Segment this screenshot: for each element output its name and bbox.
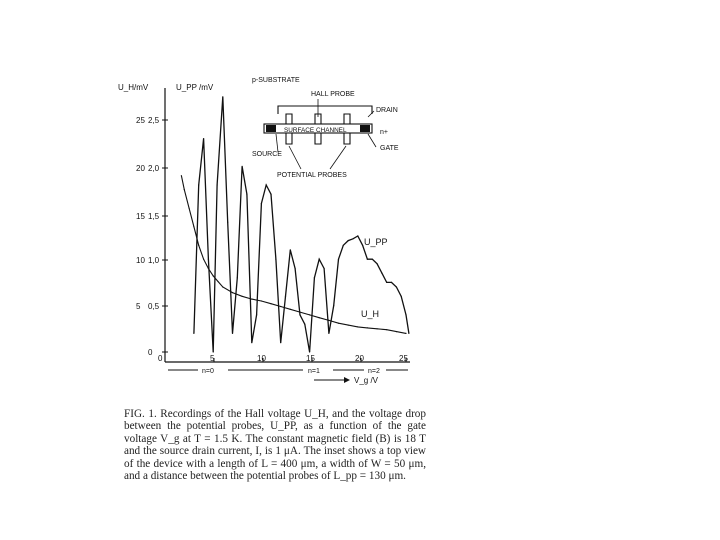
series-point-upp	[396, 286, 397, 287]
x-tick-label: 15	[306, 354, 315, 363]
yaxis-hall-label: U_H/mV	[118, 83, 149, 92]
series-point-upp	[324, 268, 325, 269]
y-tick-pp: 0,5	[148, 302, 160, 311]
yaxis-pp-label: U_PP /mV	[176, 83, 214, 92]
series-point-upp	[391, 282, 392, 283]
inset-source-label: SOURCE	[252, 151, 282, 158]
series-point-upp	[309, 351, 310, 352]
series-point-uh	[319, 317, 320, 318]
series-point-upp	[408, 333, 409, 334]
y-tick	[136, 256, 168, 265]
series-point-upp	[290, 249, 291, 250]
series-point-upp	[237, 277, 238, 278]
series-point-upp	[377, 263, 378, 264]
series-point-uh	[203, 259, 204, 260]
y-tick	[136, 302, 168, 311]
series-point-upp	[295, 268, 296, 269]
series-point-uh	[208, 268, 209, 269]
series-point-upp	[352, 238, 353, 239]
series-point-uh	[193, 226, 194, 227]
region-markers	[168, 368, 408, 375]
y-tick	[136, 164, 168, 173]
y-tick-pp: 1,0	[148, 256, 160, 265]
series-point-upp	[203, 138, 204, 139]
series-point-uh	[386, 329, 387, 330]
series-point-upp	[246, 194, 247, 195]
series-point-upp	[198, 184, 199, 185]
series-point-uh	[357, 326, 358, 327]
series-point-upp	[299, 314, 300, 315]
series-point-upp	[343, 245, 344, 246]
series-point-upp	[232, 333, 233, 334]
y-tick-pp: 2,0	[148, 164, 160, 173]
y-tick-pp: 2,5	[148, 116, 160, 125]
xaxis-arrowhead	[344, 377, 350, 383]
series-point-uh	[189, 208, 190, 209]
x-tick-label: 0	[158, 354, 163, 363]
series-point-upp	[270, 194, 271, 195]
y-tick-pp: 1,5	[148, 212, 160, 221]
series-point-upp	[348, 240, 349, 241]
y-ticks	[136, 116, 168, 357]
curve-label-uh: U_H	[361, 309, 380, 319]
series-point-uh	[181, 175, 182, 176]
curve-label-upp: U_PP	[364, 237, 388, 247]
series-point-upp	[256, 314, 257, 315]
series-point-uh	[377, 328, 378, 329]
region-label-n1: n=1	[308, 368, 320, 375]
region-label-n2: n=2	[368, 368, 380, 375]
y-tick-pp: 0	[148, 348, 153, 357]
y-tick-hall: 15	[136, 212, 145, 221]
series-point-upp	[314, 277, 315, 278]
series-point-upp	[251, 342, 252, 343]
series-point-uh	[348, 325, 349, 326]
series-point-upp	[213, 351, 214, 352]
y-tick-hall: 10	[136, 256, 145, 265]
inset-source-contact	[266, 125, 276, 132]
series-point-upp	[401, 296, 402, 297]
inset-drain-label: DRAIN	[376, 107, 398, 114]
series-point-upp	[261, 203, 262, 204]
figure	[118, 62, 428, 394]
x-tick-label: 25	[399, 354, 408, 363]
series-point-uh	[270, 303, 271, 304]
series-point-uh	[222, 286, 223, 287]
series-point-uh	[338, 323, 339, 324]
series-point-uh	[251, 299, 252, 300]
xaxis-label: V_g /V	[354, 376, 379, 385]
inset-gate-label: GATE	[380, 145, 399, 152]
series-point-uh	[328, 320, 329, 321]
y-tick-hall: 20	[136, 164, 145, 173]
inset-potential-probes-label: POTENTIAL PROBES	[277, 172, 347, 179]
y-tick	[136, 116, 168, 125]
series-point-uh	[396, 331, 397, 332]
y-tick	[136, 212, 168, 221]
inset-hall-probe-label: HALL PROBE	[311, 91, 355, 98]
series-point-upp	[372, 259, 373, 260]
series-point-upp	[386, 282, 387, 283]
series-point-upp	[405, 314, 406, 315]
series-point-upp	[381, 273, 382, 274]
inset-channel-label: SURFACE CHANNEL	[284, 127, 347, 134]
series-point-uh	[261, 300, 262, 301]
series-point-uh	[290, 309, 291, 310]
y-tick-hall: 25	[136, 116, 145, 125]
series-point-upp	[304, 324, 305, 325]
series-point-upp	[333, 305, 334, 306]
x-tick-label: 10	[257, 354, 266, 363]
series-point-upp	[222, 96, 223, 97]
region-label-n0: n=0	[202, 368, 214, 375]
series-point-uh	[184, 189, 185, 190]
series-point-uh	[232, 292, 233, 293]
series-point-uh	[405, 333, 406, 334]
inset-drain-contact	[360, 125, 370, 132]
y-tick-hall: 5	[136, 302, 141, 311]
series-point-upp	[357, 235, 358, 236]
series-point-uh	[217, 281, 218, 282]
x-tick-label: 5	[210, 354, 215, 363]
series-point-upp	[328, 333, 329, 334]
series-point-uh	[213, 275, 214, 276]
series-point-upp	[193, 333, 194, 334]
series-point-upp	[280, 342, 281, 343]
series-point-uh	[280, 306, 281, 307]
series-point-upp	[242, 166, 243, 167]
series-point-uh	[309, 314, 310, 315]
figure-caption: FIG. 1. Recordings of the Hall voltage U_H, and the voltage drop between the potential probes, U_PP, as a function of the gate voltage V_g at T = 1.5 K. The constant magnetic field (B) is 18 T and the source drain current, I, is 1 μA. The inset shows a top view of the device with a length of L = 400 μm, a width of W = 50 μm, and a distance between the potential probes of L_pp = 130 μm.	[124, 408, 426, 483]
inset-nplus-label: n+	[380, 129, 388, 136]
inset-diagram	[252, 77, 399, 179]
series-point-uh	[242, 296, 243, 297]
inset-substrate-label: p-SUBSTRATE	[252, 77, 300, 84]
series-point-upp	[227, 222, 228, 223]
series-point-uh	[367, 327, 368, 328]
series-point-upp	[217, 184, 218, 185]
series-point-upp	[338, 259, 339, 260]
x-tick-label: 20	[355, 354, 364, 363]
series-point-upp	[275, 259, 276, 260]
series-point-upp	[367, 259, 368, 260]
figure-svg	[118, 62, 428, 394]
inset-probe-arms	[278, 106, 372, 144]
series-point-upp	[266, 184, 267, 185]
series-point-upp	[285, 296, 286, 297]
series-point-uh	[299, 312, 300, 313]
series-point-upp	[208, 259, 209, 260]
series-point-upp	[319, 259, 320, 260]
series-point-uh	[198, 245, 199, 246]
